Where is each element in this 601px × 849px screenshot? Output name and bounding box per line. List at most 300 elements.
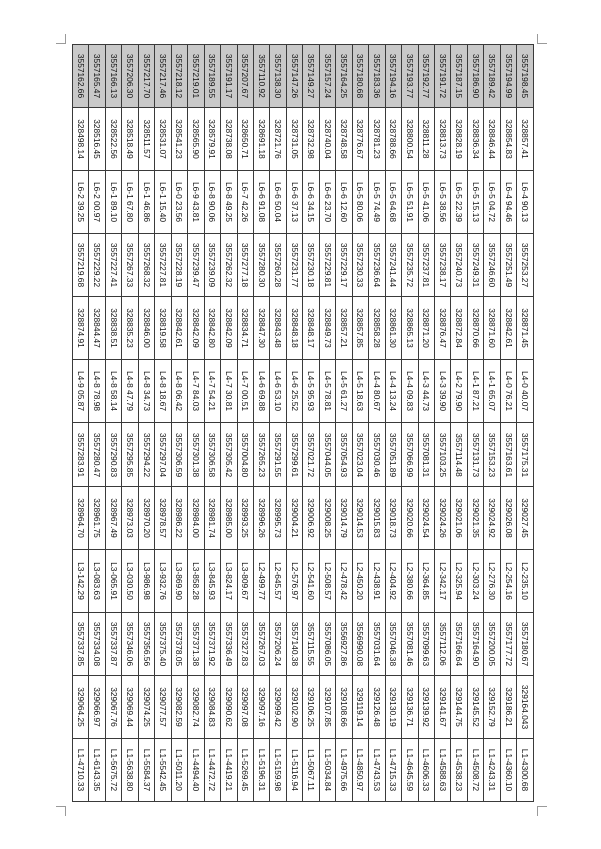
table-cell[interactable] (434, 171, 450, 234)
table-cell[interactable] (253, 234, 269, 297)
table-cell[interactable] (336, 108, 352, 171)
table-cell[interactable] (221, 108, 237, 171)
table-cell[interactable] (171, 675, 187, 738)
table-cell[interactable] (188, 486, 204, 549)
table-cell[interactable] (369, 45, 385, 108)
table-cell[interactable] (270, 45, 286, 108)
table-cell[interactable] (237, 486, 253, 549)
table-cell[interactable] (385, 171, 401, 234)
table-cell[interactable] (138, 108, 154, 171)
table-cell[interactable] (303, 423, 319, 486)
table-cell[interactable] (188, 360, 204, 423)
table-cell[interactable] (237, 423, 253, 486)
table-cell[interactable] (138, 549, 154, 612)
table-cell[interactable] (418, 234, 434, 297)
table-cell[interactable] (270, 423, 286, 486)
table-cell[interactable] (122, 612, 138, 675)
table-cell[interactable] (517, 423, 534, 486)
table-cell[interactable] (517, 675, 534, 738)
table-cell[interactable] (319, 234, 335, 297)
table-cell[interactable] (73, 486, 89, 549)
table-cell[interactable] (484, 423, 500, 486)
table-cell[interactable] (303, 738, 319, 801)
table-cell[interactable] (369, 171, 385, 234)
table-cell[interactable] (319, 108, 335, 171)
table-cell[interactable] (336, 234, 352, 297)
table-cell[interactable] (517, 108, 534, 171)
table-cell[interactable] (286, 108, 302, 171)
table-cell[interactable] (237, 108, 253, 171)
table-cell[interactable] (105, 549, 121, 612)
table-cell[interactable] (352, 234, 368, 297)
table-cell[interactable] (402, 486, 418, 549)
table-cell[interactable] (303, 612, 319, 675)
table-cell[interactable] (369, 612, 385, 675)
table-cell[interactable] (319, 612, 335, 675)
table-cell[interactable] (188, 675, 204, 738)
table-cell[interactable] (517, 486, 534, 549)
table-cell[interactable] (138, 675, 154, 738)
table-cell[interactable] (402, 738, 418, 801)
table-cell[interactable] (89, 234, 105, 297)
table-cell[interactable] (336, 549, 352, 612)
table-cell[interactable] (517, 171, 534, 234)
table-cell[interactable] (155, 171, 171, 234)
table-cell[interactable] (418, 108, 434, 171)
table-cell[interactable] (253, 360, 269, 423)
table-cell[interactable] (171, 486, 187, 549)
table-cell[interactable] (484, 360, 500, 423)
table-cell[interactable] (253, 486, 269, 549)
table-cell[interactable] (188, 234, 204, 297)
table-cell[interactable] (105, 360, 121, 423)
table-cell[interactable] (122, 297, 138, 360)
table-cell[interactable] (171, 108, 187, 171)
table-cell[interactable] (122, 234, 138, 297)
table-cell[interactable] (221, 297, 237, 360)
table-cell[interactable] (402, 108, 418, 171)
table-cell[interactable] (204, 171, 220, 234)
table-cell[interactable] (467, 360, 483, 423)
table-cell[interactable] (484, 45, 500, 108)
table-cell[interactable] (484, 234, 500, 297)
table-cell[interactable] (89, 297, 105, 360)
table-cell[interactable] (434, 738, 450, 801)
table-cell[interactable] (451, 549, 467, 612)
table-cell[interactable] (434, 675, 450, 738)
table-cell[interactable] (188, 108, 204, 171)
table-cell[interactable] (369, 675, 385, 738)
table-cell[interactable] (155, 486, 171, 549)
table-cell[interactable] (204, 108, 220, 171)
table-cell[interactable] (253, 549, 269, 612)
table-cell[interactable] (451, 360, 467, 423)
table-cell[interactable] (484, 738, 500, 801)
table-cell[interactable] (303, 171, 319, 234)
table-cell[interactable] (138, 234, 154, 297)
table-cell[interactable] (73, 234, 89, 297)
table-cell[interactable] (385, 297, 401, 360)
table-cell[interactable] (270, 549, 286, 612)
table-cell[interactable] (500, 297, 516, 360)
table-cell[interactable] (253, 675, 269, 738)
table-cell[interactable] (204, 234, 220, 297)
table-cell[interactable] (369, 108, 385, 171)
table-cell[interactable] (451, 297, 467, 360)
table-cell[interactable] (138, 486, 154, 549)
table-cell[interactable] (451, 486, 467, 549)
table-cell[interactable] (105, 675, 121, 738)
table-cell[interactable] (253, 297, 269, 360)
table-cell[interactable] (385, 675, 401, 738)
table-cell[interactable] (122, 171, 138, 234)
table-cell[interactable] (122, 486, 138, 549)
table-cell[interactable] (155, 234, 171, 297)
table-cell[interactable] (237, 738, 253, 801)
table-cell[interactable] (385, 738, 401, 801)
table-cell[interactable] (253, 423, 269, 486)
table-cell[interactable] (122, 423, 138, 486)
table-cell[interactable] (155, 108, 171, 171)
table-cell[interactable] (171, 423, 187, 486)
table-cell[interactable] (319, 360, 335, 423)
table-cell[interactable] (451, 738, 467, 801)
table-cell[interactable] (204, 738, 220, 801)
table-cell[interactable] (336, 171, 352, 234)
table-cell[interactable] (467, 486, 483, 549)
table-cell[interactable] (155, 45, 171, 108)
table-cell[interactable] (500, 738, 516, 801)
table-cell[interactable] (105, 45, 121, 108)
table-cell[interactable] (188, 171, 204, 234)
table-cell[interactable] (402, 675, 418, 738)
table-cell[interactable] (434, 297, 450, 360)
table-cell[interactable] (369, 234, 385, 297)
table-cell[interactable] (500, 612, 516, 675)
table-cell[interactable] (138, 612, 154, 675)
table-cell[interactable] (204, 486, 220, 549)
table-cell[interactable] (286, 234, 302, 297)
table-cell[interactable] (336, 675, 352, 738)
table-cell[interactable] (105, 171, 121, 234)
table-cell[interactable] (336, 486, 352, 549)
table-cell[interactable] (73, 675, 89, 738)
table-cell[interactable] (418, 486, 434, 549)
table-cell[interactable] (270, 675, 286, 738)
table-cell[interactable] (418, 549, 434, 612)
table-cell[interactable] (385, 360, 401, 423)
table-cell[interactable] (204, 360, 220, 423)
table-cell[interactable] (352, 108, 368, 171)
table-cell[interactable] (385, 423, 401, 486)
table-cell[interactable] (352, 612, 368, 675)
table-cell[interactable] (500, 234, 516, 297)
table-cell[interactable] (155, 360, 171, 423)
table-cell[interactable] (73, 171, 89, 234)
table-cell[interactable] (89, 675, 105, 738)
table-cell[interactable] (188, 738, 204, 801)
table-cell[interactable] (303, 486, 319, 549)
table-cell[interactable] (319, 171, 335, 234)
table-cell[interactable] (138, 171, 154, 234)
table-cell[interactable] (517, 549, 534, 612)
table-cell[interactable] (402, 360, 418, 423)
table-cell[interactable] (418, 171, 434, 234)
table-cell[interactable] (237, 45, 253, 108)
table-cell[interactable] (188, 297, 204, 360)
table-cell[interactable] (336, 738, 352, 801)
table-cell[interactable] (270, 360, 286, 423)
table-cell[interactable] (484, 549, 500, 612)
table-cell[interactable] (451, 423, 467, 486)
table-cell[interactable] (418, 297, 434, 360)
table-cell[interactable] (352, 171, 368, 234)
table-cell[interactable] (451, 171, 467, 234)
table-cell[interactable] (286, 612, 302, 675)
table-cell[interactable] (138, 423, 154, 486)
table-cell[interactable] (155, 549, 171, 612)
table-cell[interactable] (73, 45, 89, 108)
table-cell[interactable] (500, 423, 516, 486)
table-cell[interactable] (204, 612, 220, 675)
table-cell[interactable] (89, 45, 105, 108)
table-cell[interactable] (434, 360, 450, 423)
table-cell[interactable] (237, 675, 253, 738)
table-cell[interactable] (105, 108, 121, 171)
table-cell[interactable] (402, 171, 418, 234)
table-cell[interactable] (434, 45, 450, 108)
table-cell[interactable] (303, 549, 319, 612)
table-cell[interactable] (89, 612, 105, 675)
table-cell[interactable] (319, 738, 335, 801)
table-cell[interactable] (434, 234, 450, 297)
table-cell[interactable] (500, 171, 516, 234)
table-cell[interactable] (138, 360, 154, 423)
table-cell[interactable] (319, 486, 335, 549)
table-cell[interactable] (467, 675, 483, 738)
table-cell[interactable] (352, 675, 368, 738)
table-cell[interactable] (188, 549, 204, 612)
table-cell[interactable] (105, 486, 121, 549)
table-cell[interactable] (122, 675, 138, 738)
table-cell[interactable] (204, 675, 220, 738)
table-cell[interactable] (286, 549, 302, 612)
table-cell[interactable] (385, 612, 401, 675)
table-cell[interactable] (484, 108, 500, 171)
table-cell[interactable] (402, 549, 418, 612)
table-cell[interactable] (105, 738, 121, 801)
table-cell[interactable] (221, 612, 237, 675)
table-cell[interactable] (286, 738, 302, 801)
table-cell[interactable] (336, 423, 352, 486)
table-cell[interactable] (517, 612, 534, 675)
table-cell[interactable] (369, 423, 385, 486)
table-cell[interactable] (253, 612, 269, 675)
table-cell[interactable] (253, 108, 269, 171)
table-cell[interactable] (352, 45, 368, 108)
table-cell[interactable] (122, 360, 138, 423)
table-cell[interactable] (467, 738, 483, 801)
table-cell[interactable] (270, 486, 286, 549)
table-cell[interactable] (237, 612, 253, 675)
table-cell[interactable] (352, 486, 368, 549)
table-cell[interactable] (221, 423, 237, 486)
table-cell[interactable] (155, 738, 171, 801)
table-cell[interactable] (451, 612, 467, 675)
table-cell[interactable] (385, 549, 401, 612)
table-cell[interactable] (319, 45, 335, 108)
table-cell[interactable] (89, 549, 105, 612)
table-cell[interactable] (171, 549, 187, 612)
table-cell[interactable] (270, 171, 286, 234)
table-cell[interactable] (418, 612, 434, 675)
table-cell[interactable] (270, 234, 286, 297)
table-cell[interactable] (484, 612, 500, 675)
table-cell[interactable] (352, 549, 368, 612)
table-cell[interactable] (171, 234, 187, 297)
table-cell[interactable] (221, 549, 237, 612)
table-cell[interactable] (155, 675, 171, 738)
table-cell[interactable] (286, 297, 302, 360)
table-cell[interactable] (73, 738, 89, 801)
table-cell[interactable] (517, 45, 534, 108)
table-cell[interactable] (500, 108, 516, 171)
table-cell[interactable] (418, 360, 434, 423)
table-cell[interactable] (286, 360, 302, 423)
table-cell[interactable] (270, 297, 286, 360)
table-cell[interactable] (73, 612, 89, 675)
table-cell[interactable] (467, 234, 483, 297)
table-cell[interactable] (467, 297, 483, 360)
table-cell[interactable] (467, 108, 483, 171)
table-cell[interactable] (484, 171, 500, 234)
table-cell[interactable] (270, 108, 286, 171)
table-cell[interactable] (303, 45, 319, 108)
table-cell[interactable] (336, 612, 352, 675)
table-cell[interactable] (105, 297, 121, 360)
table-cell[interactable] (73, 549, 89, 612)
table-cell[interactable] (517, 738, 534, 801)
table-cell[interactable] (434, 612, 450, 675)
table-cell[interactable] (385, 45, 401, 108)
table-cell[interactable] (500, 486, 516, 549)
table-cell[interactable] (336, 45, 352, 108)
table-cell[interactable] (484, 675, 500, 738)
table-cell[interactable] (336, 297, 352, 360)
table-cell[interactable] (303, 675, 319, 738)
table-cell[interactable] (155, 423, 171, 486)
table-cell[interactable] (336, 360, 352, 423)
table-cell[interactable] (237, 234, 253, 297)
table-cell[interactable] (286, 171, 302, 234)
table-cell[interactable] (319, 423, 335, 486)
table-cell[interactable] (303, 108, 319, 171)
table-cell[interactable] (517, 360, 534, 423)
table-cell[interactable] (451, 234, 467, 297)
table-cell[interactable] (319, 549, 335, 612)
table-cell[interactable] (237, 549, 253, 612)
table-cell[interactable] (418, 423, 434, 486)
table-cell[interactable] (171, 612, 187, 675)
table-cell[interactable] (171, 45, 187, 108)
table-cell[interactable] (484, 486, 500, 549)
table-cell[interactable] (221, 45, 237, 108)
table-cell[interactable] (73, 108, 89, 171)
table-cell[interactable] (237, 171, 253, 234)
table-cell[interactable] (517, 297, 534, 360)
table-cell[interactable] (171, 171, 187, 234)
table-cell[interactable] (467, 423, 483, 486)
table-cell[interactable] (319, 297, 335, 360)
table-cell[interactable] (500, 549, 516, 612)
table-cell[interactable] (253, 45, 269, 108)
table-cell[interactable] (500, 675, 516, 738)
table-cell[interactable] (270, 738, 286, 801)
table-cell[interactable] (188, 45, 204, 108)
table-cell[interactable] (122, 108, 138, 171)
table-cell[interactable] (286, 45, 302, 108)
table-cell[interactable] (402, 612, 418, 675)
table-cell[interactable] (89, 171, 105, 234)
table-cell[interactable] (286, 486, 302, 549)
table-cell[interactable] (89, 360, 105, 423)
table-cell[interactable] (303, 360, 319, 423)
table-cell[interactable] (89, 108, 105, 171)
table-cell[interactable] (89, 738, 105, 801)
table-cell[interactable] (385, 234, 401, 297)
table-cell[interactable] (352, 423, 368, 486)
table-cell[interactable] (171, 297, 187, 360)
table-cell[interactable] (138, 738, 154, 801)
table-cell[interactable] (467, 171, 483, 234)
table-cell[interactable] (122, 738, 138, 801)
table-cell[interactable] (204, 297, 220, 360)
table-cell[interactable] (221, 486, 237, 549)
table-cell[interactable] (204, 45, 220, 108)
table-cell[interactable] (467, 612, 483, 675)
table-cell[interactable] (105, 423, 121, 486)
table-cell[interactable] (484, 297, 500, 360)
table-cell[interactable] (418, 45, 434, 108)
table-cell[interactable] (105, 234, 121, 297)
table-cell[interactable] (286, 675, 302, 738)
table-cell[interactable] (369, 360, 385, 423)
table-cell[interactable] (221, 360, 237, 423)
table-cell[interactable] (270, 612, 286, 675)
table-cell[interactable] (73, 423, 89, 486)
table-cell[interactable] (369, 486, 385, 549)
table-cell[interactable] (467, 549, 483, 612)
table-cell[interactable] (122, 549, 138, 612)
table-cell[interactable] (418, 675, 434, 738)
table-cell[interactable] (517, 234, 534, 297)
table-cell[interactable] (155, 612, 171, 675)
table-cell[interactable] (253, 738, 269, 801)
table-cell[interactable] (434, 549, 450, 612)
table-cell[interactable] (451, 45, 467, 108)
table-cell[interactable] (418, 738, 434, 801)
table-cell[interactable] (237, 297, 253, 360)
table-cell[interactable] (451, 675, 467, 738)
table-cell[interactable] (73, 297, 89, 360)
table-cell[interactable] (204, 549, 220, 612)
table-cell[interactable] (221, 675, 237, 738)
table-cell[interactable] (221, 234, 237, 297)
table-cell[interactable] (122, 45, 138, 108)
table-cell[interactable] (319, 675, 335, 738)
table-cell[interactable] (286, 423, 302, 486)
table-cell[interactable] (204, 423, 220, 486)
